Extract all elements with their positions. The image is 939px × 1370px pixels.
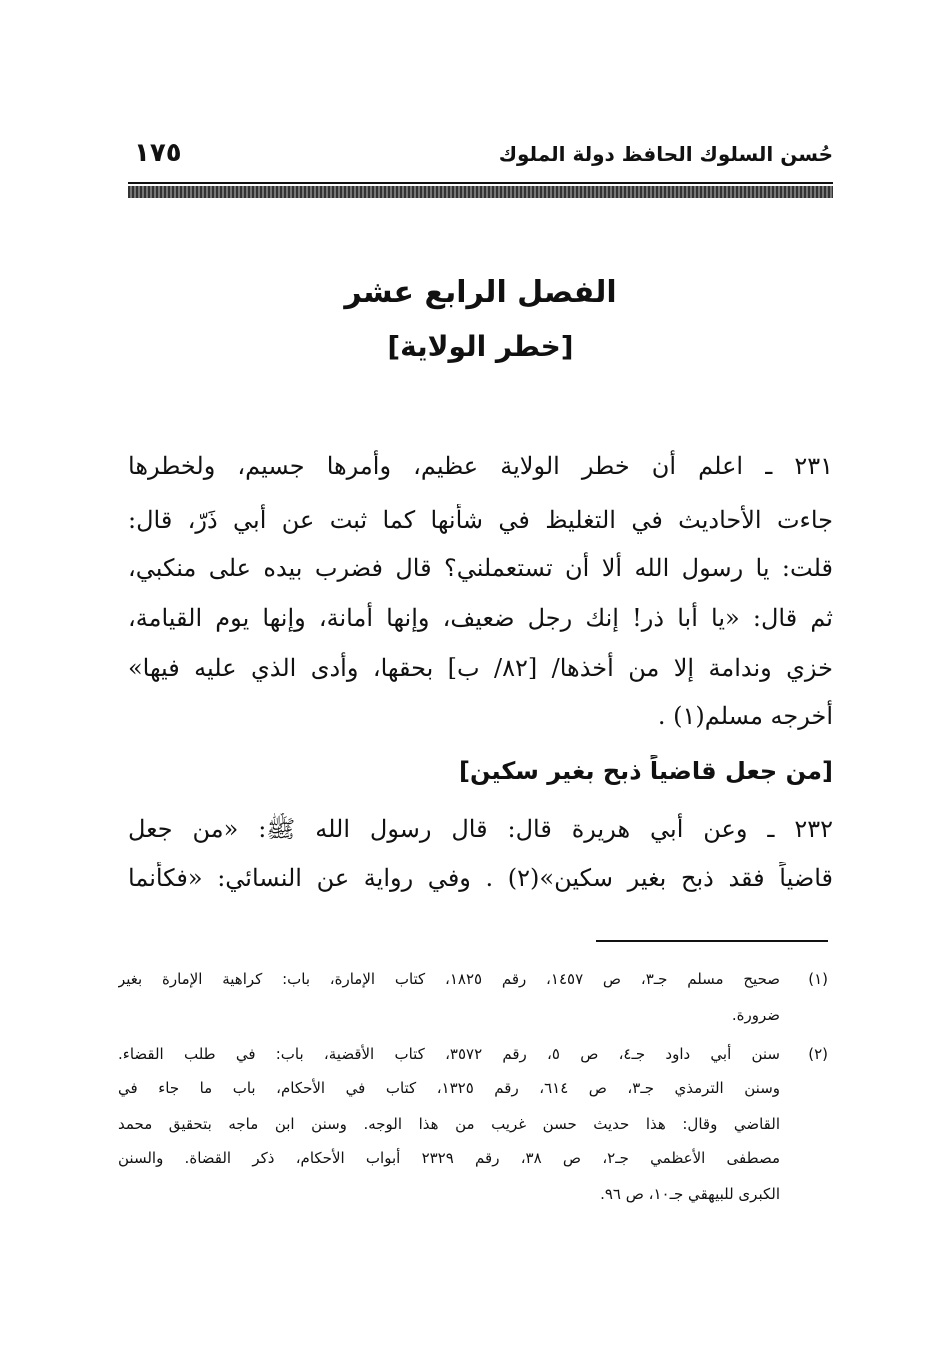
header-rule: [128, 182, 833, 184]
footnote-number: (١): [808, 970, 828, 988]
paragraph-231-line: ثم قال: «يا أبا ذر! إنك رجل ضعيف، وإنها أمانة، وإنها يوم القيامة،: [128, 604, 833, 632]
paragraph-231-line: ٢٣١ ـ اعلم أن خطر الولاية عظيم، وأمرها جسيم، ولخطرها: [128, 452, 833, 480]
page-number: ١٧٥: [134, 138, 182, 168]
section-heading: [من جعل قاضياً ذبح بغير سكين]: [458, 757, 833, 785]
footnote-line: مصطفى الأعظمي جـ٢، ص ٣٨، رقم ٢٣٢٩ أبواب الأحكام، ذكر القضاة. والسنن: [118, 1149, 780, 1167]
footnote: [118, 968, 828, 1024]
footnote-line: وسنن الترمذي جـ٣، ص ٦١٤، رقم ١٣٢٥، كتاب في الأحكام، باب ما جاء في: [118, 1079, 780, 1097]
paragraph-232-line: ٢٣٢ ـ وعن أبي هريرة قال: قال رسول الله ﷺ: «من جعل: [128, 815, 833, 843]
footnote-line: صحيح مسلم جـ٣، ص ١٤٥٧، رقم ١٨٢٥، كتاب الإمارة، باب: كراهية الإمارة بغير: [118, 970, 780, 988]
paragraph-231-line: جاءت الأحاديث في التغليظ في شأنها كما ثبت عن أبي ذَرّ، قال:: [128, 506, 833, 534]
footnote-number: (٢): [808, 1045, 828, 1063]
paragraph-232-line: قاضياً فقد ذبح بغير سكين»(٢) . وفي رواية عن النسائي: «فكأنما: [128, 864, 833, 892]
footnote-separator: [596, 940, 828, 942]
chapter-title: الفصل الرابع عشر: [344, 275, 617, 310]
chapter-subtitle: [خطر الولاية]: [387, 330, 574, 363]
paragraph-231-line: أخرجه مسلم(١) .: [657, 702, 833, 730]
book-title: حُسن السلوك الحافظ دولة الملوك: [498, 142, 833, 166]
paragraph-231-line: قلت: يا رسول الله ألا أن تستعملني؟ قال فضرب بيده على منكبي،: [128, 554, 833, 582]
footnote-line: الكبرى للبيهقي جـ١٠، ص ٩٦.: [600, 1185, 780, 1203]
footnote-line: ضرورة.: [731, 1006, 780, 1024]
running-header: [128, 138, 833, 178]
footnote-line: القاضي وقال: هذا حديث حسن غريب من هذا الوجه. وسنن ابن ماجه بتحقيق محمد: [118, 1115, 780, 1133]
header-ornament-bar: [128, 186, 833, 198]
footnote: [118, 1043, 828, 1218]
footnote-line: سنن أبي داود جـ٤، ص ٥، رقم ٣٥٧٢، كتاب الأقضية، باب: في طلب القضاء.: [118, 1045, 780, 1063]
paragraph-231-line: خزي وندامة إلا من أخذها/ [٨٢/ ب] بحقها، وأدى الذي عليه فيها»: [128, 654, 833, 682]
